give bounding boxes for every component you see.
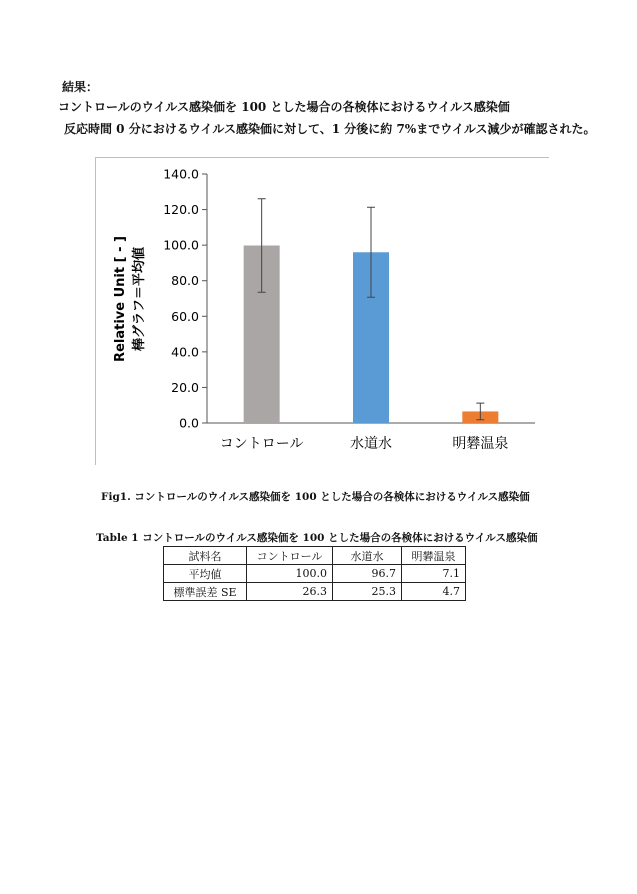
- y-axis-label-line-1: Relative Unit [ - ]: [113, 236, 128, 362]
- mean-tap-water: 96.7: [333, 565, 402, 583]
- x-category-label: 明礬温泉: [452, 436, 509, 452]
- row-label-mean: 平均値: [164, 565, 247, 583]
- y-axis-label-line-2: 棒グラフ＝平均値: [132, 246, 147, 352]
- se-tap-water: 25.3: [333, 583, 402, 601]
- mean-control: 100.0: [247, 565, 333, 583]
- y-tick-label: 40.0: [171, 344, 199, 360]
- result-heading: 結果：: [62, 80, 99, 94]
- bar-chart-svg: [95, 157, 549, 465]
- table-row: [164, 565, 466, 583]
- x-category-label: 水道水: [350, 436, 392, 452]
- y-tick-label: 140.0: [163, 166, 199, 182]
- figure-caption: Fig1. コントロールのウイルス感染価を 100 とした場合の各検体におけるウイルス感染価: [101, 491, 530, 503]
- header-tap-water: 水道水: [333, 547, 402, 565]
- x-category-label: コントロール: [219, 436, 304, 452]
- table-row: [164, 583, 466, 601]
- table-header-row: [164, 547, 466, 565]
- row-label-se: 標準誤差 SE: [164, 583, 247, 601]
- y-tick-label: 20.0: [171, 379, 199, 395]
- header-sample-name: 試料名: [164, 547, 247, 565]
- se-control: 26.3: [247, 583, 333, 601]
- result-description-line-2: 反応時間 0 分におけるウイルス感染価に対して、1 分後に約 7%までウイルス減少が確認された。: [64, 122, 596, 136]
- y-tick-label: 80.0: [171, 273, 199, 289]
- results-table: [163, 546, 466, 601]
- y-tick-label: 100.0: [163, 237, 199, 253]
- result-description-line-1: コントロールのウイルス感染価を 100 とした場合の各検体におけるウイルス感染価: [58, 100, 510, 114]
- table-caption: Table 1 コントロールのウイルス感染価を 100 とした場合の各検体におけるウイルス感染価: [96, 532, 538, 544]
- header-myoban-onsen: 明礬温泉: [402, 547, 466, 565]
- mean-myoban-onsen: 7.1: [402, 565, 466, 583]
- se-myoban-onsen: 4.7: [402, 583, 466, 601]
- y-tick-label: 60.0: [171, 308, 199, 324]
- header-control: コントロール: [247, 547, 333, 565]
- bar-chart: [95, 157, 549, 465]
- y-tick-label: 120.0: [163, 202, 199, 218]
- y-tick-label: 0.0: [179, 415, 199, 431]
